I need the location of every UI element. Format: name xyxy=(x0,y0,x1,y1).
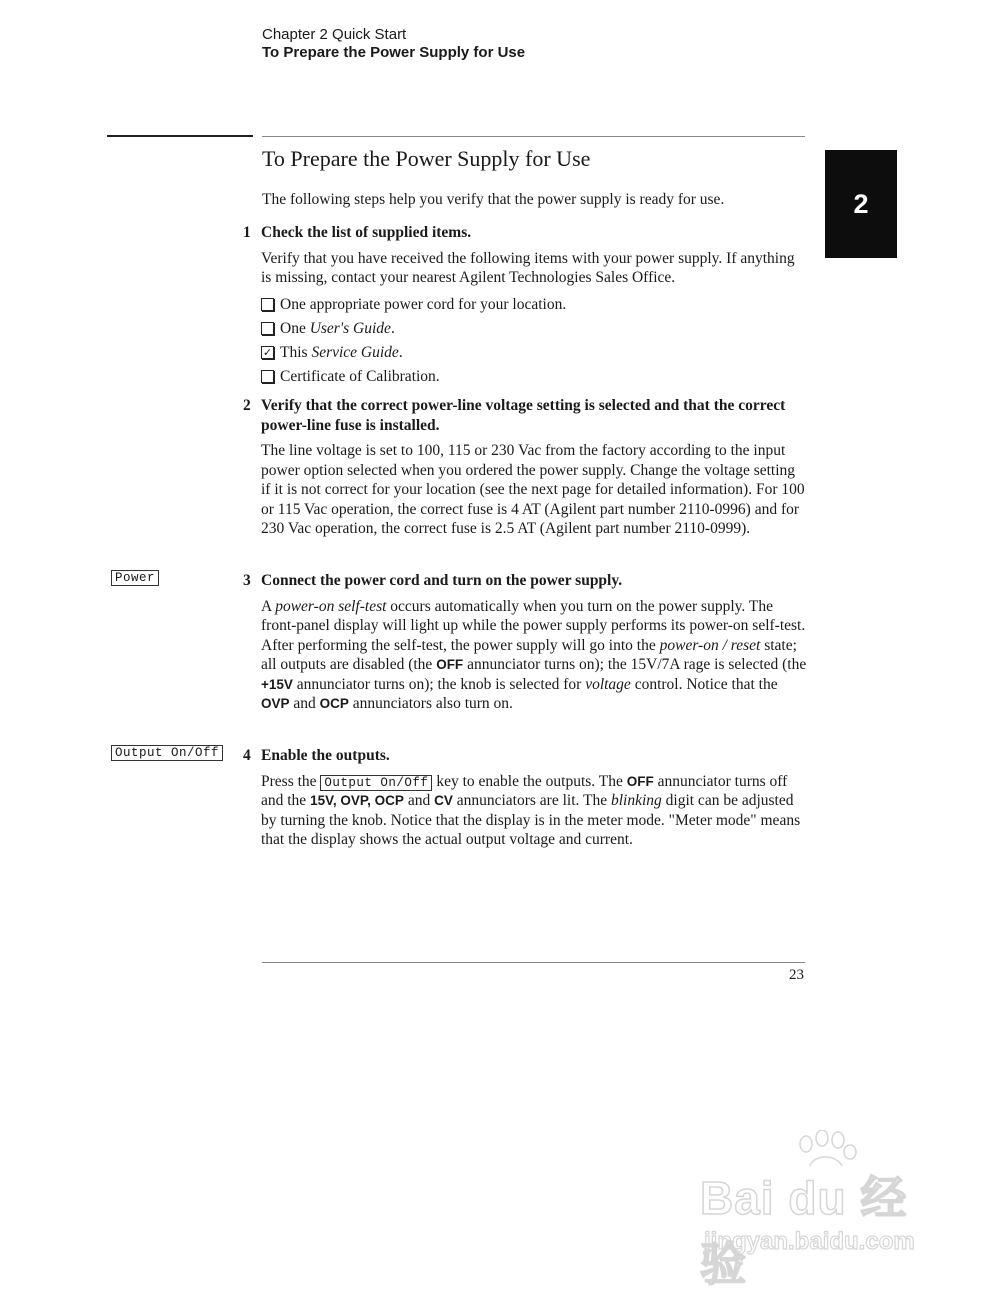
step-title: Verify that the correct power-line voltage setting is selected and that the correct power-line fuse is installed. xyxy=(261,397,786,434)
checklist-item: ✓ This Service Guide. xyxy=(262,343,403,361)
running-head-chapter: Chapter 2 Quick Start xyxy=(262,26,407,43)
step-body: Verify that you have received the following items with your power supply. If anything is missing, contact your nearest Agilent Technologies Sales Office. xyxy=(261,249,795,286)
baidu-watermark xyxy=(700,1130,940,1290)
checklist-item: One User's Guide. xyxy=(261,317,808,341)
step-3 xyxy=(243,571,808,714)
step-number: 2 xyxy=(243,397,251,414)
watermark-brand: Bai du 经验 xyxy=(700,1172,908,1290)
checklist-item: Certificate of Calibration. xyxy=(261,365,808,389)
annunciator-ovp: OVP xyxy=(261,696,290,711)
heading-rule xyxy=(262,136,805,137)
annunciator-cv: CV xyxy=(434,793,453,808)
checkbox-empty-icon xyxy=(261,370,274,383)
annunciator-15v: 15V xyxy=(310,793,333,808)
step-2 xyxy=(243,396,808,539)
footer-rule xyxy=(262,962,805,963)
step-1 xyxy=(243,223,808,389)
running-head-section: To Prepare the Power Supply for Use xyxy=(262,44,526,61)
annunciator-ocp: OCP xyxy=(374,793,404,808)
step-body: The line voltage is set to 100, 115 or 230 Vac from the factory according to the input power option selected when you ordered the power supply. Change the voltage setting if it is not correct for your location (see the next page for detailed information). For 100 or 115 Vac operation, the correct fuse is 4 AT (Agilent part number 2110-0996) and for 230 Vac operation, the correct fuse is 2.5 AT (Agilent part number 2110-0999). xyxy=(261,442,805,537)
checklist-item: One appropriate power cord for your location. xyxy=(261,293,808,317)
power-key-label: Power xyxy=(111,570,159,586)
annunciator-ovp: OVP xyxy=(340,793,368,808)
annunciator-ocp: OCP xyxy=(319,696,349,711)
step-number: 3 xyxy=(243,572,251,589)
step-title: Check the list of supplied items. xyxy=(261,224,472,241)
checkbox-empty-icon xyxy=(261,322,274,335)
step-body: A power-on self-test occurs automatically when you turn on the power supply. The front-panel display will light up while the power supply performs its power-on self-test. After performing the self-test, the power supply will go into the power-on / reset state; all outputs are disabled (the OFF annunciator turns on); the 15V/7A rage is selected (the +15V annunciator turns on); the knob is selected for voltage control. Notice that the OVP and OCP annunciators also turn on. xyxy=(261,597,807,712)
output-on-off-key-inline: Output On/Off xyxy=(320,775,432,791)
running-head xyxy=(262,26,525,62)
checkbox-empty-icon xyxy=(261,298,274,311)
intro-paragraph: The following steps help you verify that the power supply is ready for use. xyxy=(262,191,725,208)
step-body: Press the Output On/Off key to enable the outputs. The OFF annunciator turns off and the 15V, OVP, OCP and CV annunciators are lit. The blinking digit can be adjusted by turning the knob. Notice that the display is in the meter mode. "Meter mode" means that the display shows the actual output voltage and current. xyxy=(261,772,801,848)
page-title: To Prepare the Power Supply for Use xyxy=(262,146,591,171)
margin-rule xyxy=(107,135,253,137)
annunciator-off: OFF xyxy=(626,773,654,789)
watermark-url: jingyan.baidu.com xyxy=(704,1228,915,1255)
step-title: Enable the outputs. xyxy=(261,747,390,764)
annunciator-15v: +15V xyxy=(261,676,293,692)
step-number: 4 xyxy=(243,747,251,764)
annunciator-off: OFF xyxy=(436,657,464,672)
page-number: 23 xyxy=(789,967,804,983)
supplied-items-checklist xyxy=(261,293,808,389)
chapter-tab: 2 xyxy=(825,150,897,258)
step-title: Connect the power cord and turn on the power supply. xyxy=(261,572,623,589)
output-on-off-key-label: Output On/Off xyxy=(111,745,223,761)
step-number: 1 xyxy=(243,224,251,241)
checkbox-checked-icon: ✓ xyxy=(262,346,273,359)
step-4 xyxy=(243,746,808,850)
